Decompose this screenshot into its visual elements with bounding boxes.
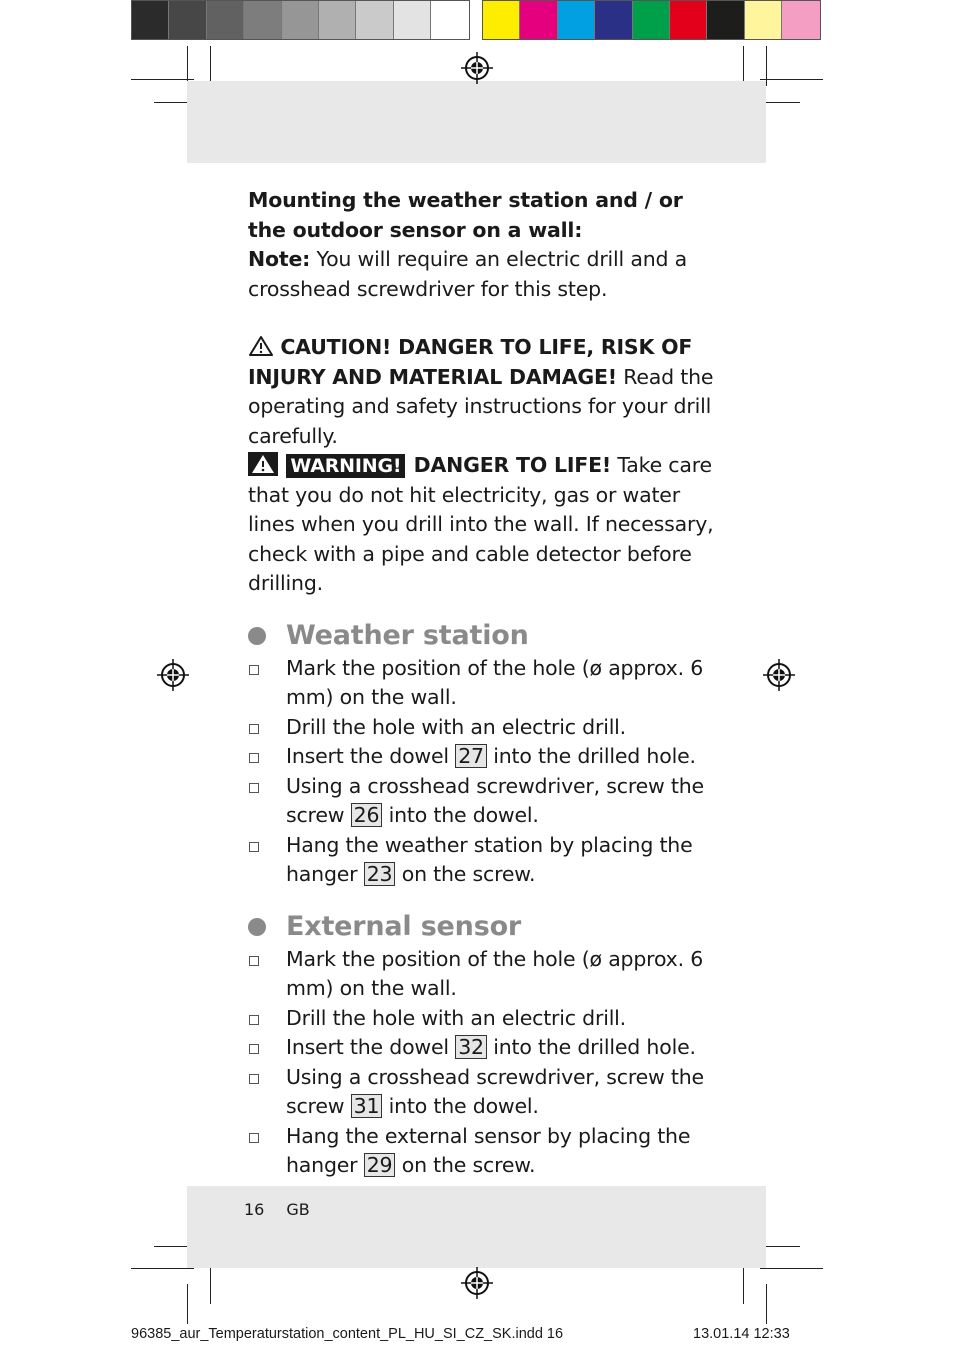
- step-text: Insert the dowel: [286, 1035, 456, 1059]
- crop-mark: [766, 46, 767, 86]
- crop-mark: [131, 79, 194, 80]
- color-swatch: [394, 1, 431, 39]
- page-header-band: [187, 81, 766, 163]
- step-text: Mark the position of the hole (ø approx. 6 mm) on the wall.: [286, 655, 704, 709]
- color-swatch: [169, 1, 206, 39]
- checkbox-square-icon: [249, 842, 259, 852]
- bullet-dot-icon: [248, 627, 266, 645]
- step-text: into the drilled hole.: [486, 744, 696, 768]
- crop-mark: [760, 79, 823, 80]
- color-swatch: [319, 1, 356, 39]
- step-item: [248, 1033, 718, 1063]
- part-reference-number: 31: [351, 1094, 383, 1118]
- step-item: [248, 742, 718, 772]
- color-swatch: [244, 1, 281, 39]
- checkbox-square-icon: [249, 956, 259, 966]
- heading-external-sensor: External sensor: [248, 909, 718, 945]
- part-reference-number: 32: [455, 1035, 487, 1059]
- page-number: 16: [244, 1200, 265, 1219]
- caution-paragraph: [248, 333, 718, 451]
- color-swatch: [595, 1, 632, 39]
- note-text: You will require an electric drill and a crosshead screwdriver for this step.: [248, 247, 687, 301]
- caution-text: Read the operating and safety instructions for your drill carefully.: [248, 364, 714, 448]
- registration-mark-icon: [157, 659, 189, 691]
- caution-triangle-icon: [248, 335, 274, 357]
- step-text: Insert the dowel: [286, 744, 456, 768]
- step-text: Drill the hole with an electric drill.: [286, 1005, 626, 1030]
- crop-mark: [187, 1284, 188, 1324]
- checkbox-square-icon: [249, 665, 259, 675]
- part-reference-number: 23: [364, 862, 396, 886]
- color-swatch: [745, 1, 782, 39]
- color-swatch: [707, 1, 744, 39]
- registration-mark-icon: [461, 1267, 493, 1299]
- warning-triangle-icon: [248, 452, 278, 476]
- color-swatch: [282, 1, 319, 39]
- step-item: [248, 945, 718, 1004]
- grayscale-color-bar: [131, 0, 470, 40]
- step-item: [248, 713, 718, 743]
- page-footer-band: [187, 1186, 766, 1268]
- color-swatch: [356, 1, 393, 39]
- step-item: [248, 1004, 718, 1034]
- step-item: [248, 772, 718, 831]
- checkbox-square-icon: [249, 1074, 259, 1084]
- step-text: on the screw.: [395, 862, 536, 886]
- crop-mark: [210, 1264, 211, 1304]
- color-swatch: [207, 1, 244, 39]
- checkbox-square-icon: [249, 1044, 259, 1054]
- step-text: Using a crosshead screwdriver, screw the screw: [286, 773, 704, 827]
- crop-mark: [210, 46, 211, 86]
- color-swatch: [132, 1, 169, 39]
- process-color-bar: [482, 0, 821, 40]
- color-swatch: [483, 1, 520, 39]
- step-text: Hang the external sensor by placing the hanger: [286, 1123, 691, 1177]
- page-footer: [244, 1200, 332, 1219]
- color-swatch: [782, 1, 819, 39]
- step-item: [248, 831, 718, 890]
- crop-mark: [766, 1284, 767, 1324]
- color-swatch: [520, 1, 557, 39]
- checkbox-square-icon: [249, 1133, 259, 1143]
- step-text: Using a crosshead screwdriver, screw the screw: [286, 1064, 704, 1118]
- crop-mark: [743, 1264, 744, 1304]
- step-text: on the screw.: [395, 1153, 536, 1177]
- step-item: [248, 654, 718, 713]
- color-swatch: [431, 1, 468, 39]
- step-item: [248, 1063, 718, 1122]
- registration-mark-icon: [763, 659, 795, 691]
- weather-station-steps: [248, 654, 718, 890]
- step-item: [248, 1122, 718, 1181]
- step-text: Hang the weather station by placing the hanger: [286, 832, 693, 886]
- part-reference-number: 26: [351, 803, 383, 827]
- step-text: into the dowel.: [382, 803, 539, 827]
- slug-filename: 96385_aur_Temperaturstation_content_PL_HU_SI_CZ_SK.indd 16: [131, 1326, 564, 1342]
- checkbox-square-icon: [249, 783, 259, 793]
- note-paragraph: [248, 245, 718, 304]
- color-swatch: [558, 1, 595, 39]
- crop-mark: [743, 46, 744, 86]
- warning-badge: WARNING!: [286, 454, 405, 478]
- crop-mark: [760, 1268, 823, 1269]
- manual-content: [248, 186, 718, 1181]
- step-text: Mark the position of the hole (ø approx. 6 mm) on the wall.: [286, 946, 704, 1000]
- checkbox-square-icon: [249, 1015, 259, 1025]
- heading-weather-station: Weather station: [248, 618, 718, 654]
- step-text: into the drilled hole.: [486, 1035, 696, 1059]
- part-reference-number: 29: [364, 1153, 396, 1177]
- crop-mark: [131, 1268, 194, 1269]
- warning-label: DANGER TO LIFE!: [413, 453, 612, 477]
- color-swatch: [633, 1, 670, 39]
- section-title: Mounting the weather station and / or the outdoor sensor on a wall:: [248, 188, 683, 242]
- crop-mark: [760, 1246, 800, 1247]
- part-reference-number: 27: [455, 744, 487, 768]
- registration-mark-icon: [461, 52, 493, 84]
- crop-mark: [760, 102, 800, 103]
- language-code: GB: [286, 1200, 310, 1219]
- external-sensor-steps: [248, 945, 718, 1181]
- warning-paragraph: [248, 451, 718, 599]
- bullet-dot-icon: [248, 918, 266, 936]
- step-text: Drill the hole with an electric drill.: [286, 714, 626, 739]
- color-swatch: [670, 1, 707, 39]
- crop-mark: [187, 46, 188, 86]
- checkbox-square-icon: [249, 724, 259, 734]
- slug-date: 13.01.14 12:33: [693, 1326, 790, 1342]
- note-label: Note:: [248, 247, 311, 271]
- warning-text: Take care that you do not hit electricity, gas or water lines when you drill into the wall. If necessary, check with a pipe and cable detector before drilling.: [248, 453, 714, 595]
- caution-label: CAUTION! DANGER TO LIFE, RISK OF INJURY AND MATERIAL DAMAGE!: [248, 335, 693, 389]
- step-text: into the dowel.: [382, 1094, 539, 1118]
- checkbox-square-icon: [249, 753, 259, 763]
